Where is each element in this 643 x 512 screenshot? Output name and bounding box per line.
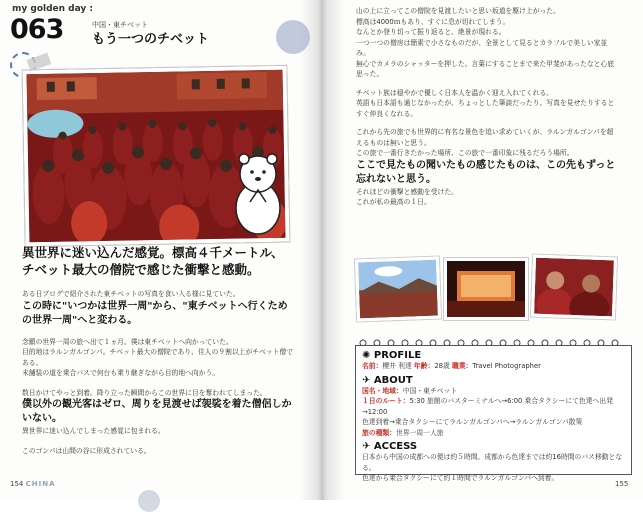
decorative-circle-bottom [138,490,160,512]
about-route [362,396,624,417]
series-number: 063 [10,14,64,45]
article-title: もう一つのチベット [92,32,210,47]
access-line-1: 日本から中国の成都への便は約５時間。成都から色達までは約16時間のバス移動となる。 [362,453,623,472]
access-line-2: 色達から乗合タクシーにて約１時間でラルンガルゴンパへ到着。 [362,474,559,482]
paragraph-2-line-2: 目的地はラルンガルゴンパ。チベット最大の僧院であり、住人の９割以上がチベット僧である。 [22,348,294,367]
route-label: １日のルート： [362,397,410,405]
destination-label: 中国・東チベット [92,21,148,29]
right-line-4: 一つ一つの僧房は簡素で小さなものだが、全景として見るとカラフルで美しい家並み。 [356,38,608,57]
paragraph-4: このゴンパは山間の谷に形成されている。 [22,446,151,455]
paragraph-3-emphasis: 僕以外の観光客はゼロ、周りを見渡せば袈裟を着た僧侶しかいない。 [22,399,292,424]
age-value: 28歳 [434,362,450,370]
right-line-6: チベット族は穏やかで優しく日本人を温かく迎え入れてくれる。 [356,88,554,97]
bear-mascot-icon [230,150,286,236]
left-page-number: 154 [10,480,24,488]
thumbnail-landscape [355,257,441,322]
paragraph-1-emphasis: この時に"いつかは世界一周"から、"東チベットへ行くための世界一周"へと変わる。 [22,300,288,326]
country-label: 国名・地域： [362,386,403,395]
about-heading-text: ABOUT [373,374,413,386]
thumbnail-night-hall [444,258,528,320]
access-heading-text: ACCESS [373,441,418,452]
paragraph-1: ある日ブログで紹介された東チベットの写真を食い入る様に見ていた。 [22,290,240,298]
right-line-3: なんとか登り切って振り返ると、絶景が現れる。 [356,28,506,36]
access-heading [362,441,624,452]
headline-line-2: チベット最大の僧院で感じた衝撃と感動。 [22,262,260,277]
series-label: my golden day : [12,4,94,14]
paragraph-3-line-2: 異世界に迷い込んでしまった感覚に包まれる。 [22,427,165,435]
right-line-5: 無心でカメラのシャッターを押した。言葉にすることまで来た甲斐があったなと心底思った。 [356,59,615,78]
job-label: 職業： [451,362,473,370]
left-headline [22,244,307,278]
profile-box [355,345,632,482]
right-line-11: これが私の最高の１日。 [356,198,431,206]
about-style [362,428,624,439]
decorative-circle [276,20,310,54]
profile-sun-icon: ✺ [362,350,371,361]
right-line-1: 山の上に立ってこの僧院を見渡したいと思い坂道を駆け上がった。 [356,7,560,15]
name-value: 櫻井 利達 [382,362,412,370]
right-page-number: 155 [615,480,629,488]
left-page-footer [10,480,56,488]
left-body [22,289,297,456]
right-body [356,6,618,208]
route-line-1: 5:30 旅館のバスターミナルへ→6:00 乗合タクシーにて色達へ出発→12:00 [362,397,613,416]
access-plane-icon: ✈ [362,441,371,452]
right-line-9: この旅で一番行きたかった場所、この旅で一番印象に残るだろう場所。 [356,149,574,157]
footer-brand: CHINA [25,480,56,488]
right-line-10: それほどの衝撃と感動を受けた。 [356,187,458,196]
age-label: 年齢： [413,362,435,370]
style-label: 旅の種類： [362,428,396,437]
right-line-2: 標高は4000ｍもあり、すぐに息が切れてしまう。 [356,17,510,26]
style-value: 世界一周一人旅 [395,428,444,437]
about-country [362,386,624,397]
about-plane-icon: ✈ [362,374,371,386]
right-line-8: これから先の旅でも世界的に有名な景色を追い求めていくが、ラルンガルゴンパを超えるものは無いと思う。 [356,128,614,147]
about-heading [362,375,624,386]
profile-heading-text: PROFILE [373,350,422,361]
name-label: 名前： [362,362,383,370]
job-value: Travel Photographer [472,362,541,370]
paragraph-2-line-3: 未舗装の道を乗合バスで何台も乗り継ぎながら目的地へ向かう。 [22,369,220,377]
profile-details [362,361,624,372]
country-value: 中国・東チベット [402,386,458,395]
profile-heading [362,350,624,361]
right-emphasis: ここで見たもの聞いたもの感じたものは、この先もずっと忘れないと思う。 [356,159,616,185]
paragraph-3-line-1: 数日かけてやっと到着。降り立った瞬間からこの世界に目を奪われてしまった。 [22,388,267,397]
thumbnail-monks-closeup [531,255,617,320]
paragraph-2-line-1: 念願の世界一周の旅へ出て１ヵ月。僕は東チベットへ向かっていた。 [22,337,233,346]
right-line-7: 英語も日本語も通じなかったが、ちょっとした筆談だったり、写真を見せたりするとすぐ仲良くなれる。 [356,99,615,118]
profile-content [362,350,624,484]
about-route-2: 色達到着→乗合タクシーにてラルンガルゴンパへ→ラルンガルゴンパ散策 [362,418,583,426]
headline-line-1: 異世界に迷い込んだ感覚。標高４千メートル、 [22,245,284,260]
